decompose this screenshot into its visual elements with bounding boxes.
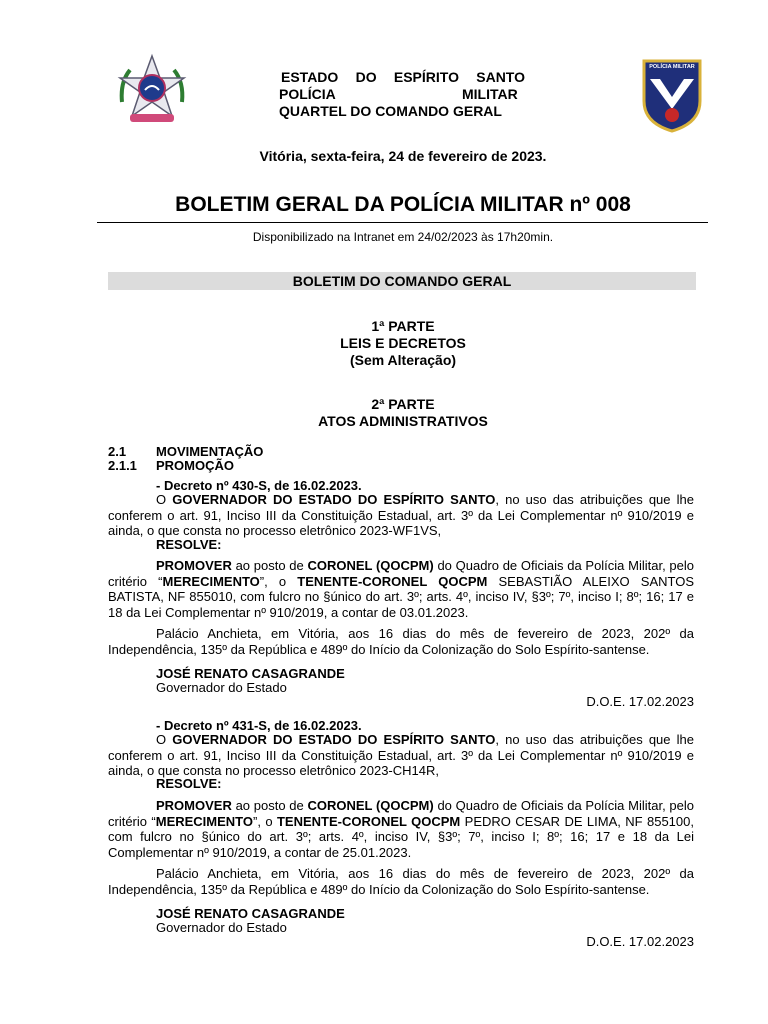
palace-statement: Palácio Anchieta, em Vitória, aos 16 dias do mês de fevereiro de 2023, 202º da Independência, 135º da República e 489º do Início da Colonização do Solo Espírito-santense. — [108, 866, 694, 897]
part2-title: 2ª PARTE — [371, 396, 435, 412]
header-headquarters: QUARTEL DO COMANDO GERAL — [279, 103, 502, 119]
section-bar — [108, 272, 696, 290]
decree-heading: - Decreto nº 431-S, de 16.02.2023. — [156, 718, 362, 733]
promotion-text: ”, o — [259, 573, 298, 589]
promotion-text: do Quadro de Oficiais da Polícia Militar, pelo critério “ — [108, 798, 694, 829]
decree-promotion — [108, 558, 694, 620]
governor-title: GOVERNADOR DO ESTADO DO ESPÍRITO SANTO — [172, 732, 496, 747]
promotion-text: SEBASTIÃO ALEIXO SANTOS BATISTA, NF 855010, com fulcro no §único do art. 3º; arts. 4º, inciso IV, §3º; 7º, inciso I; 8º; 16; 17 e 18 da Lei Complementar nº 910/2019, a contar de 03.01.2023. — [108, 573, 694, 620]
target-rank: CORONEL (QOCPM) — [307, 798, 434, 813]
part1-title: 1ª PARTE — [371, 318, 435, 334]
promotion-text: do Quadro de Oficiais da Polícia Militar, pelo critério “ — [108, 558, 694, 589]
item-label: MOVIMENTAÇÃO — [156, 444, 264, 459]
item-number: 2.1 — [108, 444, 127, 459]
signer-role: Governador do Estado — [156, 680, 287, 695]
doe-reference: D.O.E. 17.02.2023 — [586, 934, 694, 949]
doe-reference: D.O.E. 17.02.2023 — [586, 694, 694, 709]
header-police-right: MILITAR — [462, 86, 518, 102]
preamble-rest: , no uso das atribuições que lhe conferem o art. 91, Inciso III da Constituição Estadual, art. 3º da Lei Complementar nº 910/2019 e ainda, o que consta no processo eletrônico 2023-CH14R, — [108, 732, 694, 778]
header-state: ESTADO DO ESPÍRITO SANTO — [281, 69, 525, 85]
promotion-text: ao posto de — [231, 558, 308, 573]
item-number: 2.1.1 — [108, 458, 137, 473]
decree-promotion — [108, 798, 694, 860]
promotion-text: ao posto de — [231, 798, 308, 813]
promote-word: PROMOVER — [156, 798, 232, 813]
dateline: Vitória, sexta-feira, 24 de fevereiro de 2023. — [259, 148, 547, 164]
decree-preamble — [108, 732, 694, 779]
resolve-label: RESOLVE: — [156, 776, 222, 791]
promotion-text: PEDRO CESAR DE LIMA, NF 855100, com fulcro no §único do art. 3º; arts. 4º, inciso IV, §3º; 7º, inciso I; 8º; 16; 17 e 18 da Lei Complementar nº 910/2019, a contar de 25.01.2023. — [108, 813, 694, 860]
preamble-prefix: O — [156, 732, 173, 747]
resolve-label: RESOLVE: — [156, 537, 222, 552]
section-bar-label: BOLETIM DO COMANDO GERAL — [292, 273, 512, 289]
current-rank: TENENTE-CORONEL QOCPM — [297, 573, 488, 589]
shield-label: POLÍCIA MILITAR — [649, 64, 695, 70]
criterion: MERECIMENTO — [162, 573, 260, 589]
governor-title: GOVERNADOR DO ESTADO DO ESPÍRITO SANTO — [172, 492, 496, 507]
part2-subtitle: ATOS ADMINISTRATIVOS — [318, 413, 488, 429]
current-rank: TENENTE-CORONEL QOCPM — [276, 813, 461, 829]
item-label: PROMOÇÃO — [156, 458, 234, 473]
promotion-text: ”, o — [253, 813, 277, 829]
criterion: MERECIMENTO — [155, 813, 253, 829]
part1-subtitle: LEIS E DECRETOS — [340, 335, 466, 351]
preamble-prefix: O — [156, 492, 173, 507]
header-police-left: POLÍCIA — [279, 86, 336, 102]
military-police-shield — [640, 57, 704, 133]
part1-note: (Sem Alteração) — [349, 352, 457, 368]
target-rank: CORONEL (QOCPM) — [307, 558, 434, 573]
signer-name: JOSÉ RENATO CASAGRANDE — [156, 906, 345, 921]
signer-name: JOSÉ RENATO CASAGRANDE — [156, 666, 345, 681]
availability-note: Disponibilizado na Intranet em 24/02/2023 às 17h20min. — [252, 230, 554, 244]
preamble-rest: , no uso das atribuições que lhe conferem o art. 91, Inciso III da Constituição Estadual, art. 3º da Lei Complementar nº 910/2019 e ainda, o que consta no processo eletrônico 2023-WF1VS, — [108, 492, 694, 538]
state-coat-of-arms — [116, 52, 188, 128]
title-rule — [97, 222, 708, 223]
decree-heading: - Decreto nº 430-S, de 16.02.2023. — [156, 478, 362, 493]
decree-preamble — [108, 492, 694, 539]
promote-word: PROMOVER — [156, 558, 232, 573]
palace-statement: Palácio Anchieta, em Vitória, aos 16 dias do mês de fevereiro de 2023, 202º da Independência, 135º da República e 489º do Início da Colonização do Solo Espírito-santense. — [108, 626, 694, 657]
bulletin-title: BOLETIM GERAL DA POLÍCIA MILITAR nº 008 — [175, 193, 631, 216]
signer-role: Governador do Estado — [156, 920, 287, 935]
